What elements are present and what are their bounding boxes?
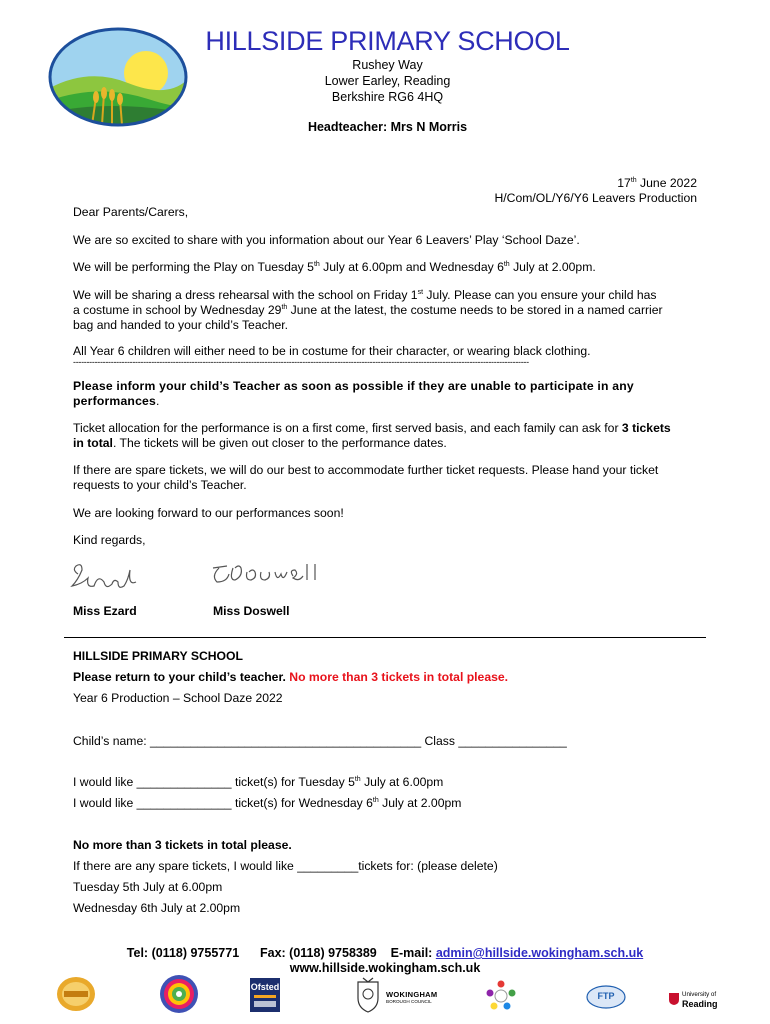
spare-tickets-field[interactable]: If there are any spare tickets, I would like _________tickets for: (please delete) xyxy=(73,859,498,873)
paragraph-rehearsal: We will be sharing a dress rehearsal with the school on Friday 1st July. Please can you ensure your child has a costume in school by Wednesday 29th June at the latest, the costume needs to be stored in a named carrier bag and handed to your child’s Teacher. xyxy=(73,288,663,332)
ftp-logo: FTP xyxy=(586,984,626,1010)
paragraph-intro: We are so excited to share with you information about our Year 6 Leavers’ Play ‘School Daze’. xyxy=(73,233,580,247)
rainbow-circle-logo xyxy=(158,974,200,1014)
wokingham-crest-icon xyxy=(355,976,381,1014)
paragraph-spare: If there are spare tickets, we will do our best to accommodate further ticket requests. Please hand your ticket requests to your child’s Teacher. xyxy=(73,463,659,492)
children-figures-logo xyxy=(484,978,518,1012)
signature-doswell xyxy=(205,560,335,590)
address-line-1: Rushey Way xyxy=(352,58,423,72)
school-logo xyxy=(48,27,188,127)
university-of-reading-logo: University of Reading xyxy=(668,988,726,1014)
footer-email-label: E-mail: xyxy=(390,946,436,960)
letter-date: 17th June 2022 xyxy=(617,176,697,190)
option-wednesday[interactable]: Wednesday 6th July at 2.00pm xyxy=(73,901,241,915)
school-name: HILLSIDE PRIMARY SCHOOL xyxy=(205,26,570,56)
headteacher: Headteacher: Mrs N Morris xyxy=(307,120,468,134)
website-link[interactable]: www.hillside.wokingham.sch.uk xyxy=(289,961,481,975)
paragraph-dates: We will be performing the Play on Tuesday 5th July at 6.00pm and Wednesday 6th July at 2.00pm. xyxy=(73,260,596,274)
email-link[interactable]: admin@hillside.wokingham.sch.uk xyxy=(435,946,644,960)
form-return-note: Please return to your child’s teacher. No more than 3 tickets in total please. xyxy=(73,670,509,684)
section-divider xyxy=(64,637,706,638)
paragraph-inform: Please inform your child’s Teacher as soon as possible if they are unable to participate in any performances. xyxy=(73,379,634,408)
footer-tel: Tel: (0118) 9755771 xyxy=(126,946,240,960)
dashed-divider: ------------------------------------------------------------------------------------------------------------------------------------------------------------------------- xyxy=(73,357,529,367)
salutation: Dear Parents/Carers, xyxy=(73,205,189,219)
option-tuesday[interactable]: Tuesday 5th July at 6.00pm xyxy=(73,880,223,894)
form-production: Year 6 Production – School Daze 2022 xyxy=(73,691,283,705)
address-line-2: Lower Earley, Reading xyxy=(324,74,451,88)
signer-ezard: Miss Ezard xyxy=(73,604,137,618)
form-school-name: HILLSIDE PRIMARY SCHOOL xyxy=(73,649,243,663)
tuesday-tickets-field[interactable]: I would like ______________ ticket(s) for Tuesday 5th July at 6.00pm xyxy=(73,775,444,789)
paragraph-costume: All Year 6 children will either need to be in costume for their character, or wearing black clothing. xyxy=(73,344,591,358)
signature-ezard xyxy=(68,560,148,596)
gold-award-logo xyxy=(56,976,96,1012)
paragraph-allocation: Ticket allocation for the performance is on a first come, first served basis, and each family can ask for 3 tickets in total. The tickets will be given out closer to the performance dates. xyxy=(73,421,671,450)
child-name-field[interactable]: Child’s name: ________________________________________ Class ________________ xyxy=(73,734,567,748)
address-line-3: Berkshire RG6 4HQ xyxy=(331,90,444,104)
footer-fax: Fax: (0118) 9758389 xyxy=(260,946,377,960)
wokingham-borough-council-logo: WOKINGHAM BOROUGH COUNCIL xyxy=(386,990,438,1004)
ofsted-logo: Ofsted xyxy=(250,978,280,1012)
footer-contacts xyxy=(0,946,770,960)
paragraph-forward: We are looking forward to our performances soon! xyxy=(73,506,344,520)
letter-reference: H/Com/OL/Y6/Y6 Leavers Production xyxy=(494,191,697,205)
signer-doswell: Miss Doswell xyxy=(213,604,290,618)
form-limit-note: No more than 3 tickets in total please. xyxy=(73,838,292,852)
wednesday-tickets-field[interactable]: I would like ______________ ticket(s) for Wednesday 6th July at 2.00pm xyxy=(73,796,462,810)
closing: Kind regards, xyxy=(73,533,146,547)
